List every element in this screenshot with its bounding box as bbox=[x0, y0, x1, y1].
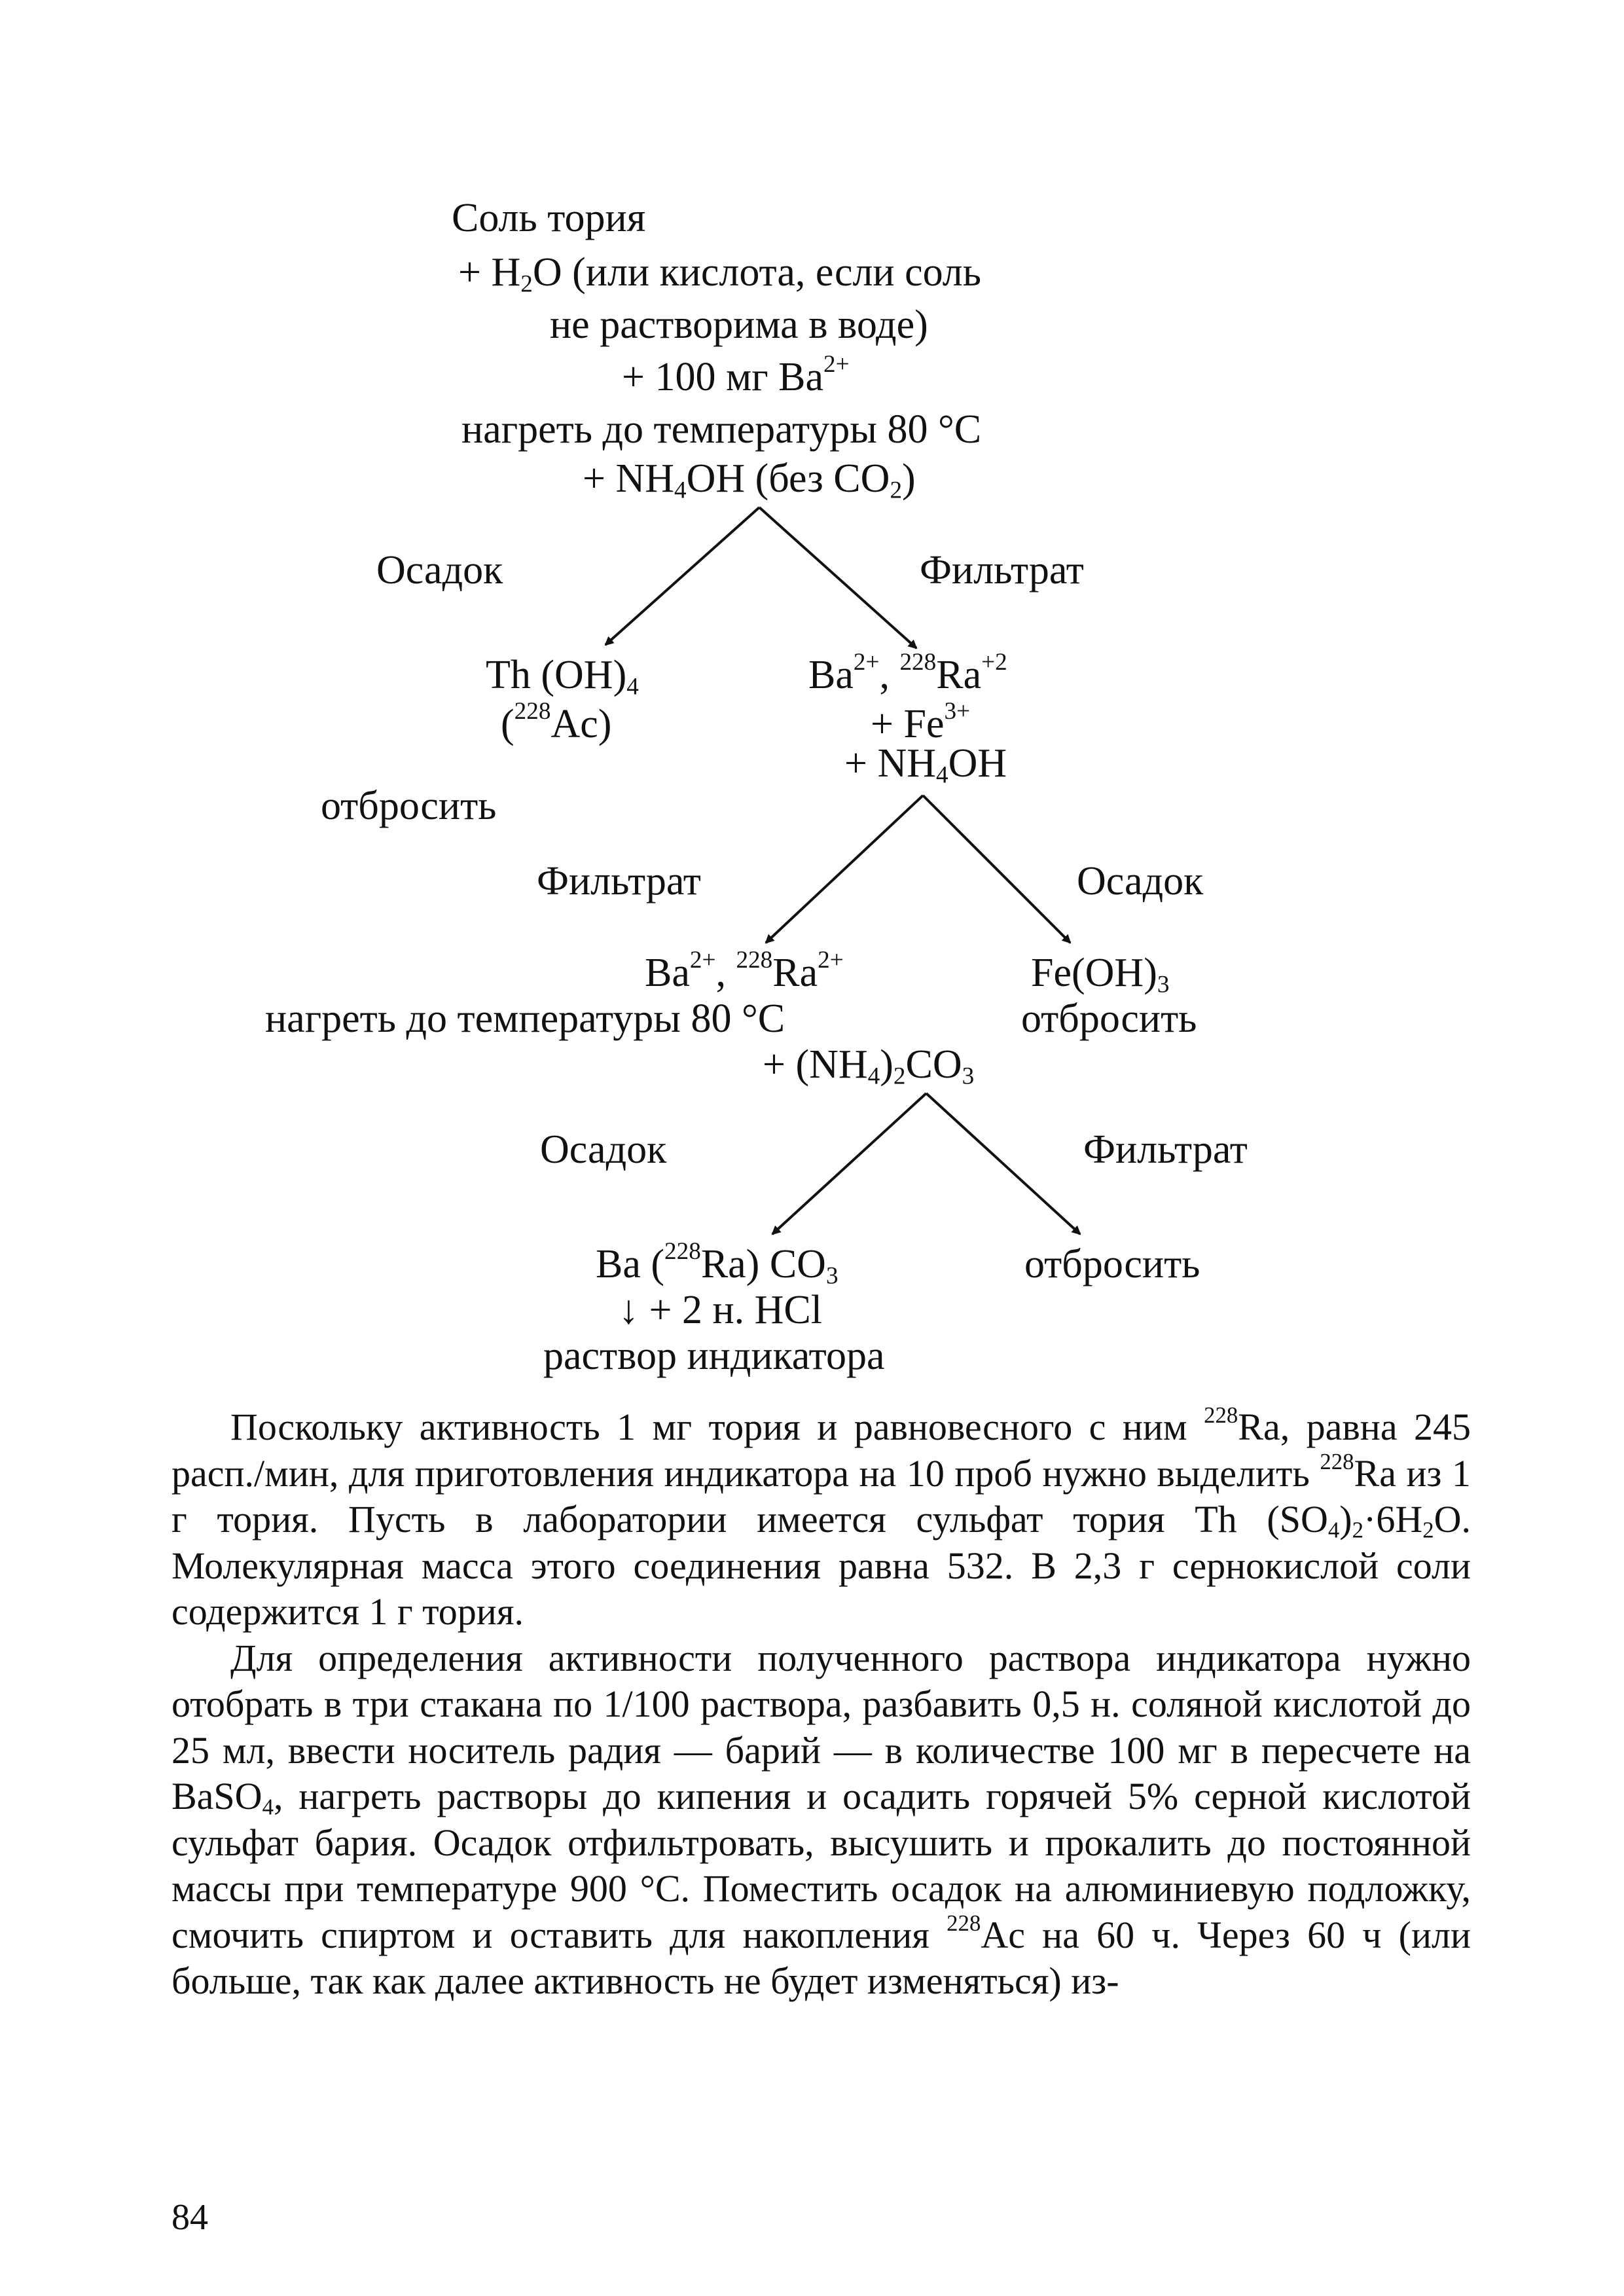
scheme-start-line-3: не растворима в воде) bbox=[550, 302, 928, 347]
split1-right-label: Фильтрат bbox=[920, 548, 1084, 592]
split1-right-add-nh4oh: + $NH_4OH$ bbox=[844, 741, 1007, 789]
split1-right-product: $Ba^{2+}$, $^{228}Ra^{+2}$ bbox=[808, 649, 1007, 697]
split2-left-product: $Ba^{2+}$, $^{228}Ra^{2+}$ bbox=[645, 947, 844, 995]
split3-right-arrow bbox=[926, 1093, 1080, 1234]
split2-left-arrow bbox=[766, 795, 923, 943]
scheme-start-line-5: нагреть до температуры 80 °C bbox=[461, 407, 982, 452]
scheme-start-line-2: + $H_2O$ (или кислота, если соль bbox=[458, 250, 981, 298]
split2-left-label: Фильтрат bbox=[537, 859, 701, 903]
split3-left-arrow bbox=[772, 1093, 926, 1234]
split2-left-add-carbonate: + $(NH_4)_2CO_3$ bbox=[763, 1042, 975, 1090]
split1-left-discard: отбросить bbox=[321, 784, 497, 828]
split2-right-discard: отбросить bbox=[1021, 996, 1197, 1041]
split1-left-isotope: ($^{228}$Ac) bbox=[501, 698, 612, 746]
scheme-start-line-4: + 100 мг $Ba^{2+}$ bbox=[622, 351, 850, 399]
paragraph-activity-determination: Для определения активности полученного раствора индикатора нужно отобрать в три стакана по 1/100 раствора, разбавить 0,5 н. соляной кислотой до 25 мл, ввести носитель радия — барий — в количестве 100 мг в пересчете на BaSO$_4$, нагреть растворы до кипения и осадить горячей 5% серной кислотой сульфат бария. Осадок отфильтровать, высушить и прокалить до постоянной массы при температуре 900 °C. Поместить осадок на алюминиевую подложку, смочить спиртом и оставить для накопления $^{228}$Ac на 60 ч. Через 60 ч (или больше, так как далее активность не будет изменяться) из- bbox=[171, 1636, 1471, 2002]
split2-right-product: $Fe(OH)_3$ bbox=[1031, 951, 1170, 998]
scheme-start-line-1: Соль тория bbox=[452, 196, 646, 240]
page-number: 84 bbox=[171, 2197, 208, 2238]
body-text bbox=[171, 1404, 1471, 2005]
split3-right-label: Фильтрат bbox=[1083, 1127, 1248, 1172]
split1-left-product: Th $(OH)_4$ bbox=[486, 653, 639, 701]
split2-right-arrow bbox=[923, 795, 1070, 943]
split1-left-label: Осадок bbox=[376, 548, 503, 592]
scheme-start-line-6: + $NH_4OH$ (без $CO_2$) bbox=[583, 456, 916, 504]
split1-right-add-fe: + $Fe^{3+}$ bbox=[871, 698, 971, 746]
split3-right-discard: отбросить bbox=[1024, 1242, 1200, 1286]
split1-right-arrow bbox=[759, 507, 916, 648]
split3-left-indicator-solution: раствор индикатора bbox=[543, 1334, 885, 1378]
split2-right-label: Осадок bbox=[1077, 859, 1204, 903]
split2-left-heat: нагреть до температуры 80 °C bbox=[265, 996, 785, 1041]
paragraph-indicator-preparation: Поскольку активность 1 мг тория и равновесного с ним $^{228}$Ra, равна 245 расп./мин, для приготовления индикатора на 10 проб нужно выделить $^{228}$Ra из 1 г тория. Пусть в лаборатории имеется сульфат тория Th $(SO_4)_2\cdot 6H_2O$. Молекулярная масса этого соединения равна 532. В 2,3 г сернокислой соли содержится 1 г тория. bbox=[171, 1402, 1471, 1633]
split3-left-label: Осадок bbox=[540, 1127, 667, 1172]
split1-left-arrow bbox=[605, 507, 759, 645]
split3-left-product: Ba ($^{228}$Ra) $CO_3$ bbox=[596, 1238, 839, 1290]
split3-left-dissolve: ↓ + 2 н. HCl bbox=[619, 1288, 822, 1332]
